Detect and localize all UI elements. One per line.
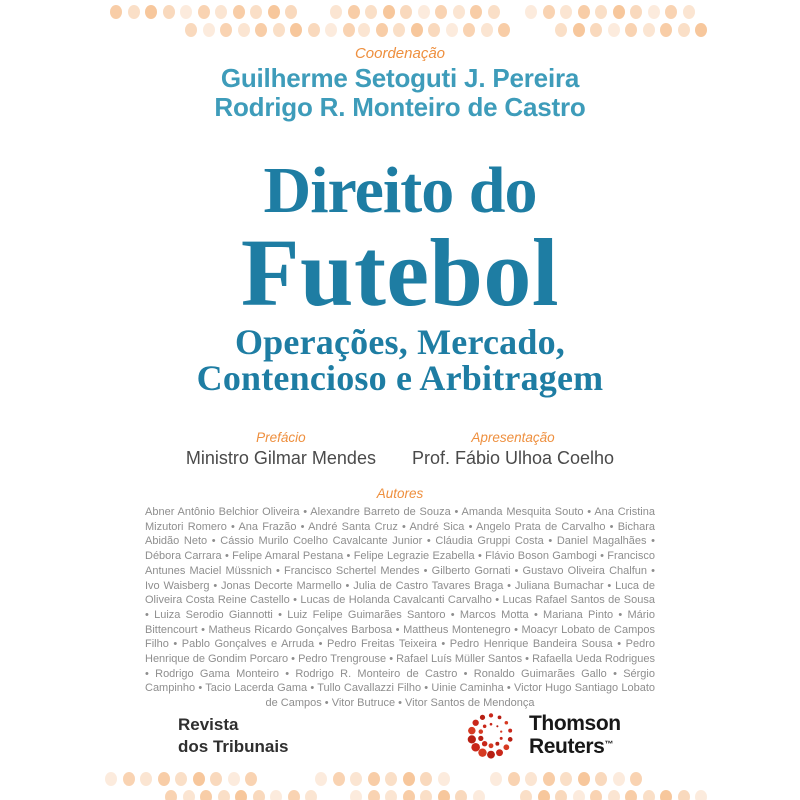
- decorative-dot: [660, 790, 672, 800]
- decorative-dot: [411, 23, 423, 37]
- decorative-dot: [185, 23, 197, 37]
- decorative-dot: [520, 790, 532, 800]
- decorative-dot: [438, 790, 450, 800]
- decorative-dot: [695, 23, 707, 37]
- decorative-dot: [228, 772, 240, 786]
- coordinator-name: Rodrigo R. Monteiro de Castro: [214, 92, 586, 122]
- decorative-dot: [305, 790, 317, 800]
- decorative-dot: [255, 23, 267, 37]
- decorative-dot: [660, 23, 672, 37]
- logo-dot: [479, 729, 483, 733]
- decorative-dot: [643, 790, 655, 800]
- decorative-dot: [333, 772, 345, 786]
- decorative-dot: [543, 772, 555, 786]
- decorative-dot: [490, 772, 502, 786]
- decorative-dot: [678, 790, 690, 800]
- decorative-dot: [330, 5, 342, 19]
- logo-dot: [478, 748, 486, 756]
- decorative-dot: [418, 5, 430, 19]
- decorative-dot: [315, 772, 327, 786]
- decorative-dot: [608, 23, 620, 37]
- decorative-dot: [538, 790, 550, 800]
- decorative-dot: [348, 5, 360, 19]
- decorative-dot: [455, 790, 467, 800]
- decorative-dot: [215, 5, 227, 19]
- decorative-dot: [420, 790, 432, 800]
- decorative-dot: [200, 790, 212, 800]
- decorative-dot: [325, 23, 337, 37]
- decorative-dot: [343, 23, 355, 37]
- decorative-dot: [453, 5, 465, 19]
- decorative-dot: [435, 5, 447, 19]
- logo-dot: [489, 743, 494, 748]
- decorative-dot: [350, 790, 362, 800]
- decorative-dot: [498, 23, 510, 37]
- decorative-dot: [648, 5, 660, 19]
- decorative-dot: [376, 23, 388, 37]
- logo-dot: [483, 725, 487, 729]
- coordination-section: [0, 44, 800, 122]
- logo-dot: [503, 744, 509, 750]
- decorative-dot: [543, 5, 555, 19]
- decorative-dot: [268, 5, 280, 19]
- decorative-dot: [560, 5, 572, 19]
- decorative-dot: [595, 772, 607, 786]
- decorative-dot: [438, 772, 450, 786]
- decorative-dot: [250, 5, 262, 19]
- preface-block: [186, 430, 376, 470]
- decorative-dot: [403, 790, 415, 800]
- decorative-dot: [198, 5, 210, 19]
- authors-label: Autores: [376, 486, 424, 501]
- logo-dot: [480, 715, 485, 720]
- decorative-dot: [128, 5, 140, 19]
- decorative-dot: [270, 790, 282, 800]
- logo-dot: [468, 735, 476, 743]
- book-title-line1: Direito do: [263, 154, 537, 227]
- decorative-dot: [560, 772, 572, 786]
- decorative-dot: [695, 790, 707, 800]
- dot-pattern-bottom: [0, 768, 800, 800]
- decorative-dot: [573, 790, 585, 800]
- decorative-dot: [555, 790, 567, 800]
- publisher-line1: Revista: [178, 715, 239, 734]
- decorative-dot: [463, 23, 475, 37]
- trademark-symbol: ™: [604, 739, 614, 749]
- logo-dot: [482, 741, 487, 746]
- publisher-line2: dos Tribunais: [178, 737, 289, 756]
- decorative-dot: [608, 790, 620, 800]
- decorative-dot: [625, 23, 637, 37]
- decorative-dot: [290, 23, 302, 37]
- book-subtitle-line1: Operações, Mercado,: [234, 322, 566, 362]
- decorative-dot: [590, 790, 602, 800]
- logo-dot: [468, 727, 475, 734]
- authors-list: Abner Antônio Belchior Oliveira • Alexandre Barreto de Souza • Amanda Mesquita Souto • Ana Cristina Mizutori Romero • Ana Frazão • André Santa Cruz • André Sica • Angelo Prata de Carvalho • Bichara Abidão Neto • Cássio Murilo Coelho Cavalcante Junior • Cláudia Gruppi Costa • Daniel Magalhães • Débora Carrara • Felipe Amaral Pestana • Felipe Legrazie Ezabella • Flávio Boson Gambogi • Francisco Antunes Maciel Müssnich • Francisco Schertel Mendes • Gilberto Gornati • Gustavo Oliveira Chalfun • Ivo Waisberg • Jonas Decorte Marmello • Julia de Castro Tavares Braga • Juliana Bumachar • Luca de Oliveira Costa Reine Castello • Lucas de Holanda Cavalcanti Carvalho • Lucas Rafael Santos de Sousa • Luiza Serodio Giannotti • Luiz Felipe Guimarães Santoro • Marcos Motta • Mariana Pinto • Mário Bittencourt • Matheus Ricardo Gonçalves Barbosa • Mattheus Montenegro • Moacyr Lobato de Campos Filho • Pablo Gonçalves e Arruda • Pedro Freitas Teixeira • Pedro Henrique Bandeira Sousa • Pedro Henrique de Gondim Porcaro • Pedro Trengrouse • Rafael Luís Müller Santos • Rafaella Ueda Rodrigues • Rodrigo Gama Monteiro • Rodrigo R. Monteiro de Castro • Ronaldo Guimarães Gallo • Sérgio Campinho • Tacio Lacerda Gama • Tullo Cavallazzi Filho • Uinie Caminha • Victor Hugo Santiago Lobato de Campos • Vitor Butruce • Vitor Santos de Mendonça: [145, 506, 655, 710]
- decorative-dot: [105, 772, 117, 786]
- decorative-dot: [578, 5, 590, 19]
- decorative-dot: [555, 23, 567, 37]
- decorative-dot: [630, 5, 642, 19]
- decorative-dot: [385, 772, 397, 786]
- presentation-block: [412, 430, 614, 470]
- logo-dot: [505, 721, 509, 725]
- credits-section: [0, 430, 800, 470]
- decorative-dot: [595, 5, 607, 19]
- decorative-dot: [508, 772, 520, 786]
- decorative-dot: [163, 5, 175, 19]
- decorative-dot: [630, 772, 642, 786]
- book-title: [0, 154, 800, 326]
- logo-dot: [471, 743, 480, 752]
- thomson-reuters-logo-text: [529, 713, 621, 757]
- brand-line1: Thomson: [529, 712, 621, 735]
- decorative-dot: [473, 790, 485, 800]
- decorative-dot: [368, 772, 380, 786]
- book-title-line2: Futebol: [240, 219, 560, 326]
- dot-pattern-top: [0, 0, 800, 42]
- decorative-dot: [183, 790, 195, 800]
- thomson-reuters-logo-mark: [462, 706, 520, 764]
- logo-dot: [496, 725, 498, 727]
- decorative-dot: [590, 23, 602, 37]
- preface-label: Prefácio: [256, 430, 306, 445]
- authors-section: [145, 486, 655, 711]
- logo-dot: [508, 737, 513, 742]
- decorative-dot: [238, 23, 250, 37]
- logo-dot: [489, 713, 493, 717]
- decorative-dot: [158, 772, 170, 786]
- decorative-dot: [288, 790, 300, 800]
- decorative-dot: [400, 5, 412, 19]
- book-subtitle: [0, 324, 800, 396]
- decorative-dot: [428, 23, 440, 37]
- decorative-dot: [140, 772, 152, 786]
- decorative-dot: [525, 5, 537, 19]
- decorative-dot: [368, 790, 380, 800]
- decorative-dot: [245, 772, 257, 786]
- decorative-dot: [253, 790, 265, 800]
- decorative-dot: [385, 790, 397, 800]
- decorative-dot: [145, 5, 157, 19]
- decorative-dot: [525, 772, 537, 786]
- coordination-label: Coordenação: [354, 45, 446, 62]
- publisher-imprint: [178, 714, 289, 758]
- decorative-dot: [578, 772, 590, 786]
- coordinator-name: Guilherme Setoguti J. Pereira: [220, 63, 580, 93]
- decorative-dot: [613, 772, 625, 786]
- logo-dot: [472, 720, 478, 726]
- logo-dot: [500, 731, 502, 733]
- decorative-dot: [365, 5, 377, 19]
- logo-dot: [500, 737, 503, 740]
- decorative-dot: [123, 772, 135, 786]
- decorative-dot: [308, 23, 320, 37]
- decorative-dot: [175, 772, 187, 786]
- decorative-dot: [678, 23, 690, 37]
- decorative-dot: [481, 23, 493, 37]
- decorative-dot: [203, 23, 215, 37]
- logo-dot: [487, 751, 495, 759]
- book-subtitle-line2: Contencioso e Arbitragem: [196, 358, 604, 398]
- decorative-dot: [220, 23, 232, 37]
- logo-dot: [498, 715, 502, 719]
- decorative-dot: [446, 23, 458, 37]
- brand-line2: Reuters™: [529, 735, 614, 758]
- logo-dot: [478, 736, 483, 741]
- decorative-dot: [403, 772, 415, 786]
- decorative-dot: [625, 790, 637, 800]
- decorative-dot: [180, 5, 192, 19]
- decorative-dot: [358, 23, 370, 37]
- preface-author: Ministro Gilmar Mendes: [185, 448, 376, 468]
- decorative-dot: [235, 790, 247, 800]
- decorative-dot: [383, 5, 395, 19]
- decorative-dot: [193, 772, 205, 786]
- decorative-dot: [233, 5, 245, 19]
- decorative-dot: [285, 5, 297, 19]
- decorative-dot: [350, 772, 362, 786]
- decorative-dot: [470, 5, 482, 19]
- presentation-label: Apresentação: [471, 430, 555, 445]
- logo-dot: [495, 742, 499, 746]
- decorative-dot: [573, 23, 585, 37]
- decorative-dot: [218, 790, 230, 800]
- thomson-reuters-logo: [462, 706, 621, 764]
- decorative-dot: [210, 772, 222, 786]
- decorative-dot: [420, 772, 432, 786]
- decorative-dot: [273, 23, 285, 37]
- decorative-dot: [110, 5, 122, 19]
- decorative-dot: [683, 5, 695, 19]
- logo-dot: [490, 723, 493, 726]
- decorative-dot: [488, 5, 500, 19]
- decorative-dot: [665, 5, 677, 19]
- decorative-dot: [165, 790, 177, 800]
- presentation-author: Prof. Fábio Ulhoa Coelho: [411, 448, 615, 468]
- decorative-dot: [643, 23, 655, 37]
- logo-dot: [496, 749, 503, 756]
- decorative-dot: [613, 5, 625, 19]
- decorative-dot: [393, 23, 405, 37]
- logo-dot: [508, 729, 512, 733]
